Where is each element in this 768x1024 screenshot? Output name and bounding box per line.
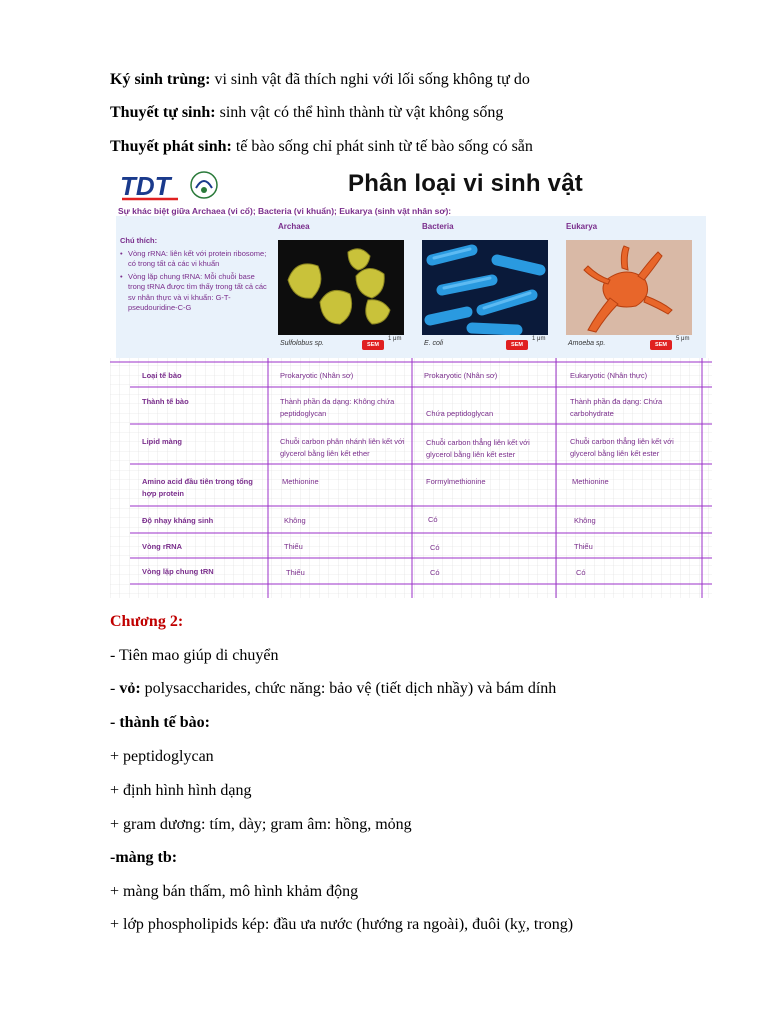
archaea-micrograph (278, 240, 404, 335)
table-cell: Chứa peptidoglycan (426, 409, 494, 418)
table-cell: Formylmethionine (426, 477, 486, 486)
university-logo (116, 168, 226, 204)
list-item (110, 815, 412, 835)
table-cell: Eukaryotic (Nhân thực) (570, 371, 648, 380)
definition-ky-sinh-trung (110, 70, 530, 90)
caption-eukarya: Amoeba sp. (568, 340, 606, 347)
table-cell: Có (576, 568, 586, 577)
definition-thuyet-tu-sinh (110, 103, 503, 123)
column-header-bacteria: Bacteria (422, 222, 454, 231)
sem-badge: SEM (650, 340, 672, 350)
list-text: + peptidoglycan (110, 748, 214, 765)
definition-text: sinh vật có thể hình thành từ vật không sống (215, 104, 504, 121)
sem-badge: SEM (362, 340, 384, 350)
list-text: + định hình hình dạng (110, 782, 252, 799)
table-cell: Thành phần đa dạng: Chứa carbohydrate (570, 397, 663, 418)
list-text: + gram dương: tím, dày; gram âm: hồng, mỏng (110, 816, 412, 833)
term: Thuyết tự sinh: (110, 104, 216, 121)
note-item: • Vòng lặp chung tRNA: Mỗi chuỗi base trong tRNA được tìm thấy trong tất cả các sv nhân thực và vi khuẩn: G-T-pseudouridine-C-G (120, 272, 270, 314)
list-item (110, 646, 278, 666)
column-header-archaea: Archaea (278, 222, 310, 231)
table-cell: Thiếu (574, 542, 593, 551)
list-item (110, 848, 177, 868)
row-label-do-nhay-khang-sinh: Độ nhạy kháng sinh (142, 516, 214, 525)
note-item: • Vòng rRNA: liên kết với protein ribosome; có trong tất cả các vi khuẩn (120, 249, 270, 270)
definition-thuyet-phat-sinh (110, 137, 533, 157)
scale-bar-eukarya: 5 μm (676, 336, 690, 342)
row-label-vong-lap-chung-trn: Vòng lặp chung tRN (142, 567, 214, 576)
list-text: polysaccharides, chức năng: bảo vệ (tiết dịch nhầy) và bám dính (140, 680, 557, 697)
table-cell: Có (430, 543, 440, 552)
list-prefix: - (110, 680, 120, 697)
term: Thuyết phát sinh: (110, 138, 232, 155)
table-cell: Chuỗi carbon thẳng liên kết với glycerol bằng liên kết ester (570, 437, 674, 458)
row-label-lipid-mang: Lipid màng (142, 437, 182, 446)
scale-bar-bacteria: 1 μm (532, 336, 546, 342)
sem-badge: SEM (506, 340, 528, 350)
note-title: Chú thích: (120, 236, 158, 245)
list-item (110, 915, 573, 935)
list-item (110, 747, 214, 767)
definition-text: tế bào sống chỉ phát sinh từ tế bào sống có sẵn (231, 138, 533, 155)
list-text: + màng bán thấm, mô hình khảm động (110, 883, 359, 900)
list-item (110, 713, 210, 733)
eukarya-micrograph (566, 240, 692, 335)
term: Ký sinh trùng: (110, 71, 211, 88)
figure-subtitle: Sự khác biệt giữa Archaea (vi cổ); Bacteria (vi khuẩn); Eukarya (sinh vật nhân sơ): (118, 206, 452, 216)
table-cell: Có (428, 515, 438, 524)
scale-bar-archaea: 1 μm (388, 336, 402, 342)
row-label-loai-te-bao: Loại tế bào (142, 371, 182, 380)
row-label-thanh-te-bao: Thành tế bào (142, 397, 189, 406)
table-cell: Thiếu (286, 568, 305, 577)
table-cell: Prokaryotic (Nhân sơ) (424, 371, 498, 380)
table-cell: Chuỗi carbon thẳng liên kết với glycerol bằng liên kết ester (426, 438, 530, 459)
list-bold: vỏ: (119, 680, 141, 697)
chapter-heading: Chương 2: (110, 613, 184, 630)
row-label-vong-rrna: Vòng rRNA (142, 542, 182, 551)
table-cell: Thiếu (284, 542, 303, 551)
table-cell: Prokaryotic (Nhân sơ) (280, 371, 354, 380)
list-bold: - thành tế bào: (110, 714, 211, 731)
column-header-eukarya: Eukarya (566, 222, 598, 231)
table-cell: Methionine (572, 477, 609, 486)
table-cell: Methionine (282, 477, 319, 486)
svg-text:TDT: TDT (120, 171, 171, 201)
list-bold: -màng tb: (110, 849, 178, 866)
definition-text: vi sinh vật đã thích nghi với lối sống không tự do (210, 71, 530, 88)
caption-archaea: Sulfolobus sp. (280, 340, 324, 347)
list-item (110, 781, 251, 801)
table-cell: Có (430, 568, 440, 577)
classification-figure (110, 166, 712, 598)
table-cell: Chuỗi carbon phân nhánh liên kết với glycerol bằng liên kết ether (280, 437, 405, 458)
caption-bacteria: E. coli (424, 340, 444, 347)
bacteria-micrograph (422, 240, 548, 335)
table-cell: Không (284, 516, 306, 525)
list-item (110, 679, 556, 699)
table-cell: Không (574, 516, 596, 525)
list-text: - Tiên mao giúp di chuyển (110, 647, 279, 664)
list-item (110, 882, 358, 902)
figure-title: Phân loại vi sinh vật (348, 170, 583, 197)
row-label-amino-acid: Amino acid đầu tiên trong tổng hợp protein (142, 477, 253, 498)
list-text: + lớp phospholipids kép: đầu ưa nước (hướng ra ngoài), đuôi (kỵ, trong) (110, 916, 574, 933)
table-cell: Thành phần đa dạng: Không chứa peptidoglycan (280, 397, 395, 418)
legend-note (120, 236, 270, 316)
